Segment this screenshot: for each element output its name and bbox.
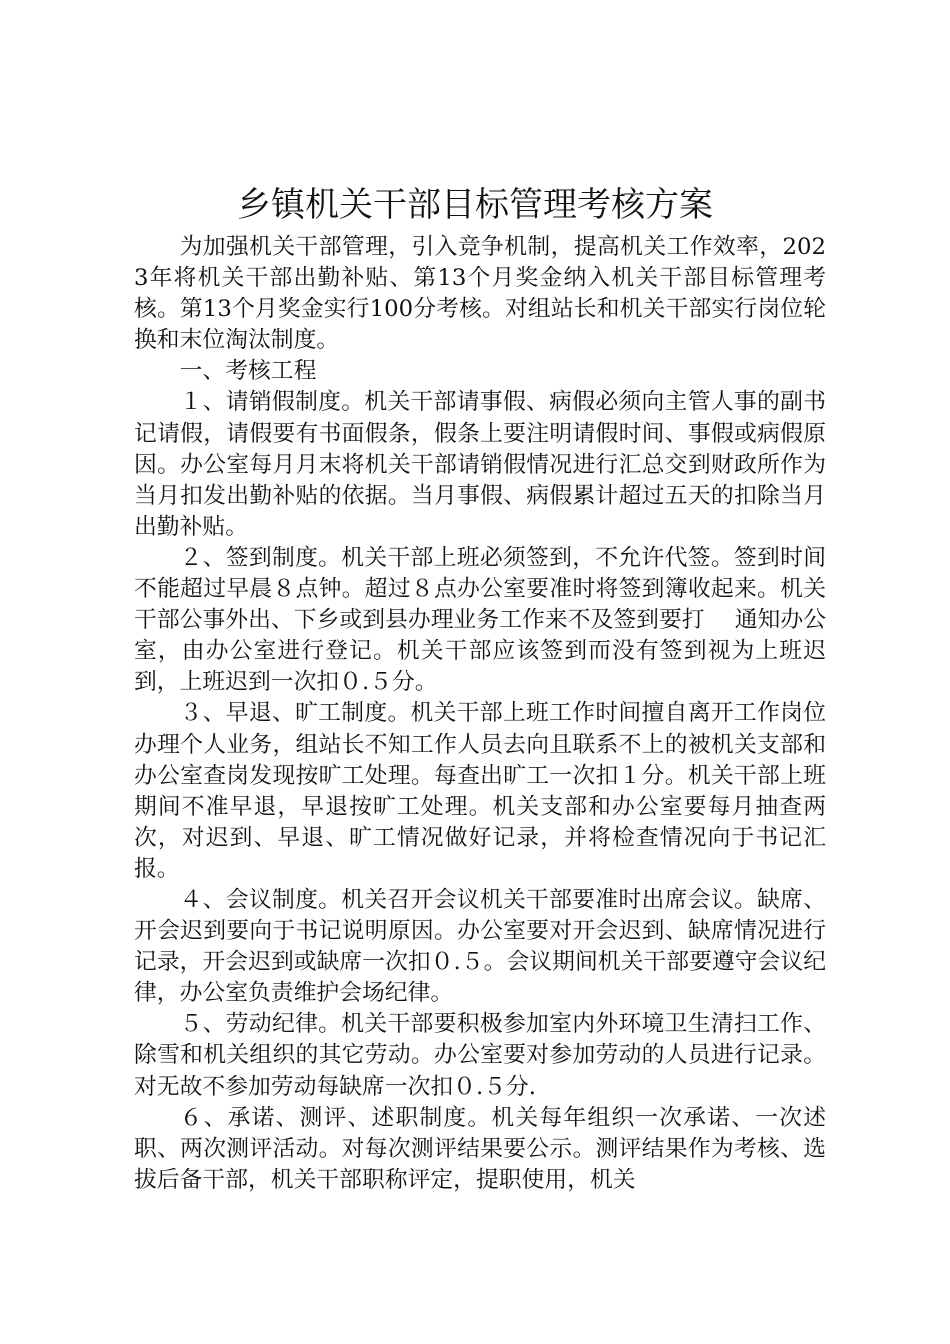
paragraph-labor-discipline: ５、劳动纪律。机关干部要积极参加室内外环境卫生清扫工作、除雪和机关组织的其它劳动。办公室要对参加劳动的人员进行记录。对无故不参加劳动每缺席一次扣０.５分. [134, 1011, 826, 1100]
document-title: 乡镇机关干部目标管理考核方案 [237, 185, 713, 225]
document-body [134, 232, 826, 1196]
paragraph-intro: 为加强机关干部管理，引入竞争机制，提高机关工作效率，2023年将机关干部出勤补贴、第13个月奖金纳入机关干部目标管理考核。第13个月奖金实行100分考核。对组站长和机关干部实行岗位轮换和末位淘汰制度。 [134, 234, 826, 354]
paragraph-meeting-system: ４、会议制度。机关召开会议机关干部要准时出席会议。缺席、开会迟到要向于书记说明原因。办公室要对开会迟到、缺席情况进行记录，开会迟到或缺席一次扣０.５。会议期间机关干部要遵守会议纪律，办公室负责维护会场纪律。 [134, 886, 826, 1007]
paragraph-leave-system: １、请销假制度。机关干部请事假、病假必须向主管人事的副书记请假，请假要有书面假条，假条上要注明请假时间、事假或病假原因。办公室每月月末将机关干部请销假情况进行汇总交到财政所作为当月扣发出勤补贴的依据。当月事假、病假累计超过五天的扣除当月出勤补贴。 [134, 389, 826, 540]
section-heading: 一、考核工程 [179, 358, 317, 385]
paragraph-evaluation-system: ６、承诺、测评、述职制度。机关每年组织一次承诺、一次述职、两次测评活动。对每次测评结果要公示。测评结果作为考核、选拔后备干部，机关干部职称评定，提职使用，机关 [134, 1104, 826, 1193]
paragraph-absence-system: ３、早退、旷工制度。机关干部上班工作时间擅自离开工作岗位办理个人业务，组站长不知工作人员去向且联系不上的被机关支部和办公室查岗发现按旷工处理。每查出旷工一次扣１分。机关干部上班期间不准早退，早退按旷工处理。机关支部和办公室要每月抽查两次，对迟到、早退、旷工情况做好记录，并将检查情况向于书记汇报。 [134, 700, 826, 882]
paragraph-sign-in-system: ２、签到制度。机关干部上班必须签到，不允许代签。签到时间不能超过早晨８点钟。超过８点办公室要准时将签到簿收起来。机关干部公事外出、下乡或到县办理业务工作来不及签到要打 通知办公室，由办公室进行登记。机关干部应该签到而没有签到视为上班迟到，上班迟到一次扣０.５分。 [134, 544, 826, 696]
